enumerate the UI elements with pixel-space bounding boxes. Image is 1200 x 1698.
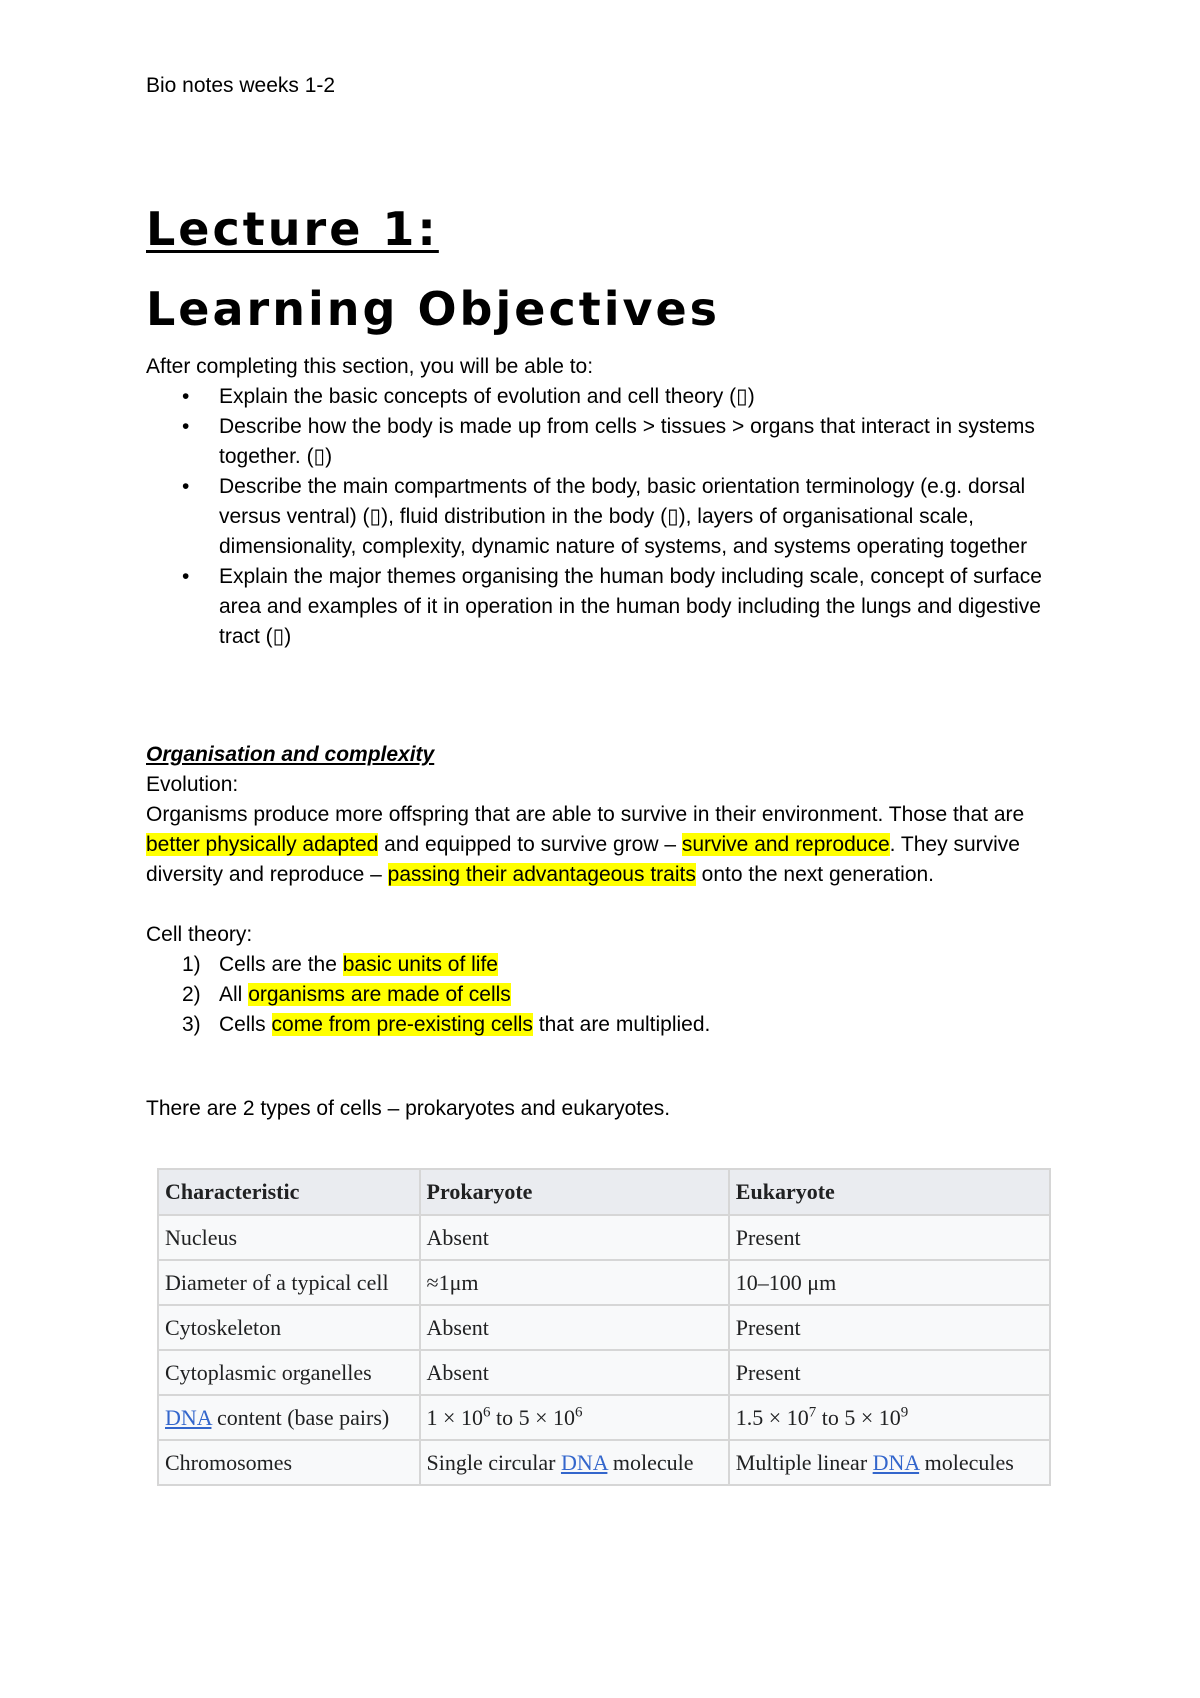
table-cell: Nucleus — [158, 1215, 420, 1260]
table-cell — [729, 1395, 1050, 1440]
dna-link[interactable]: DNA — [165, 1404, 212, 1430]
list-item — [146, 950, 1076, 980]
cell-types-text: There are 2 types of cells – prokaryotes and eukaryotes. — [146, 1097, 671, 1120]
text-run: Multiple linear — [735, 1449, 873, 1475]
exponent: 9 — [900, 1404, 909, 1421]
list-item — [146, 980, 1076, 1010]
table-row — [158, 1260, 1050, 1305]
table-cell: Diameter of a typical cell — [158, 1260, 420, 1305]
table-cell — [158, 1395, 420, 1440]
text-run: to 5 × 10 — [816, 1404, 901, 1430]
text-run: to 5 × 10 — [490, 1404, 575, 1430]
table-cell — [420, 1395, 729, 1440]
list-number: 2) — [182, 983, 201, 1006]
objective-item: • Describe how the body is made up from cells > tissues > organs that interact in systems together. (▯) — [146, 412, 1076, 472]
table-cell — [420, 1440, 729, 1485]
text-run: molecule — [607, 1449, 694, 1475]
table-row — [158, 1305, 1050, 1350]
highlight: organisms are made of cells — [248, 983, 511, 1006]
evolution-label: Evolution: — [146, 773, 239, 796]
column-header: Prokaryote — [420, 1169, 729, 1215]
table-row — [158, 1395, 1050, 1440]
table-cell — [729, 1440, 1050, 1485]
highlight: survive and reproduce — [681, 833, 890, 856]
dna-link[interactable]: DNA — [560, 1449, 608, 1475]
column-header: Eukaryote — [729, 1169, 1050, 1215]
table-header-row — [158, 1169, 1050, 1215]
highlight: basic units of life — [342, 953, 498, 976]
table-cell: Present — [729, 1350, 1050, 1395]
table-cell: ≈1μm — [420, 1260, 729, 1305]
text-run: Cells — [219, 1013, 272, 1036]
highlight: come from pre-existing cells — [271, 1013, 533, 1036]
cell-theory-list — [146, 950, 1076, 1040]
table-cell: Absent — [420, 1350, 729, 1395]
table-row — [158, 1440, 1050, 1485]
dna-link[interactable]: DNA — [872, 1449, 920, 1475]
text-run: content (base pairs) — [211, 1404, 390, 1430]
text-run: onto the next generation. — [695, 863, 935, 886]
exponent: 6 — [575, 1404, 583, 1421]
objective-item: • Describe the main compartments of the body, basic orientation terminology (e.g. dorsal versus ventral) (▯), fluid distribution in the body (▯), layers of organisational scale, dimensionality, complexity, dynamic nature of systems, and systems operating together — [146, 472, 1076, 562]
list-number: 1) — [182, 953, 201, 976]
objective-item: • Explain the major themes organising the human body including scale, concept of surface area and examples of it in operation in the human body including the lungs and digestive tract (▯) — [146, 562, 1076, 652]
highlight: better physically adapted — [146, 833, 379, 856]
cell-theory-label: Cell theory: — [146, 923, 253, 946]
text-run: and equipped to survive grow – — [378, 833, 682, 856]
objective-item: • Explain the basic concepts of evolution and cell theory (▯) — [146, 382, 1076, 412]
exponent: 6 — [482, 1404, 491, 1421]
text-run: molecules — [919, 1449, 1014, 1475]
text-run: that are multiplied. — [532, 1013, 711, 1036]
text-run: Organisms produce more offspring that are able to survive in their environment. Those that are — [146, 803, 1025, 826]
table-cell: 10–100 μm — [729, 1260, 1050, 1305]
text-run: Single circular — [426, 1449, 561, 1475]
text-run: All — [219, 983, 249, 1006]
intro-text: After completing this section, you will be able to: — [146, 355, 594, 378]
highlight: passing their advantageous traits — [387, 863, 696, 886]
table-cell: Cytoplasmic organelles — [158, 1350, 420, 1395]
cell-comparison-table — [157, 1168, 1051, 1486]
table-cell: Cytoskeleton — [158, 1305, 420, 1350]
text-run: Cells are the — [219, 953, 343, 976]
page-header: Bio notes weeks 1-2 — [146, 74, 336, 97]
text-run: . They survive diversity and reproduce – — [146, 833, 1020, 886]
table-cell: Present — [729, 1215, 1050, 1260]
table-cell: Present — [729, 1305, 1050, 1350]
section-title: Organisation and complexity — [146, 743, 435, 766]
objectives-section — [146, 352, 1076, 652]
text-run: 1 × 10 — [426, 1404, 483, 1430]
list-item — [146, 1010, 1076, 1040]
learning-objectives-heading: Learning Objectives — [146, 282, 721, 336]
table-cell: Chromosomes — [158, 1440, 420, 1485]
table-cell: Absent — [420, 1305, 729, 1350]
table-row — [158, 1350, 1050, 1395]
column-header: Characteristic — [158, 1169, 420, 1215]
table-row — [158, 1215, 1050, 1260]
exponent: 7 — [808, 1404, 817, 1421]
table-cell: Absent — [420, 1215, 729, 1260]
lecture-title: Lecture 1: — [146, 202, 439, 256]
text-run: 1.5 × 10 — [735, 1404, 809, 1430]
objectives-list — [146, 382, 1076, 652]
list-number: 3) — [182, 1013, 201, 1036]
organisation-section — [146, 740, 1076, 1040]
evolution-paragraph — [146, 800, 1076, 890]
